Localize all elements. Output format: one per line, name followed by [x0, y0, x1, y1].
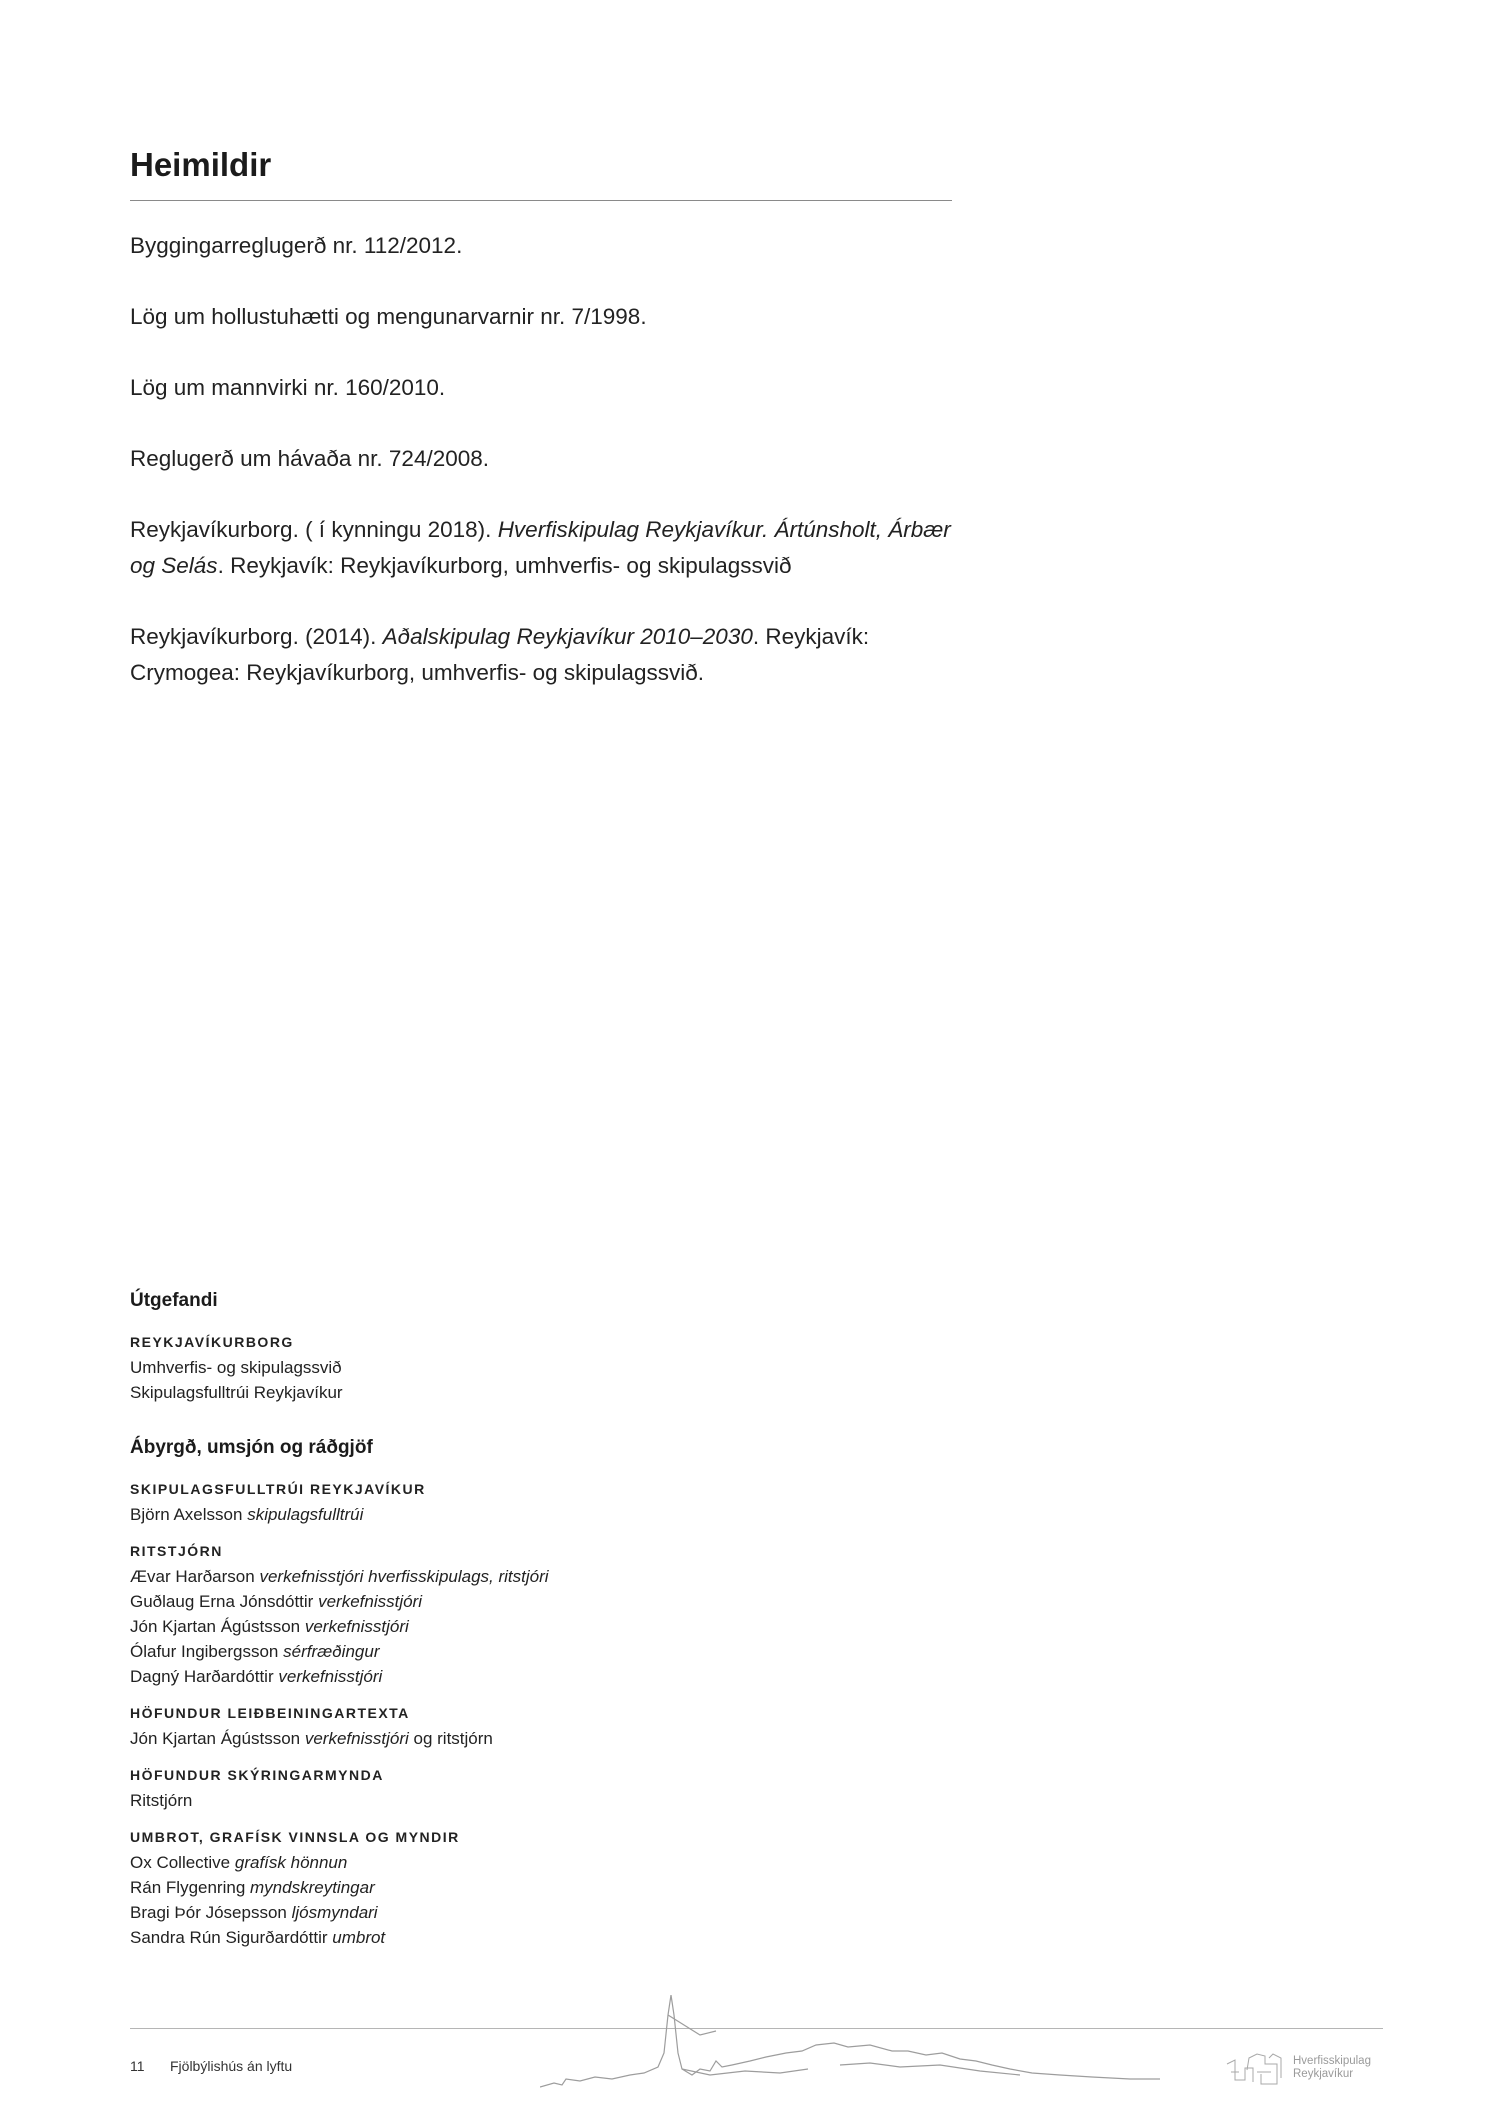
reference-text: Lög um mannvirki nr. 160/2010. [130, 375, 446, 400]
credit-line [130, 1664, 830, 1689]
credit-role: verkefnisstjóri hverfisskipulags, ritstjóri [259, 1567, 549, 1586]
title-divider [130, 200, 952, 201]
credit-role: verkefnisstjóri [318, 1592, 422, 1611]
reference-text: Reykjavíkurborg. ( í kynningu 2018). [130, 517, 498, 542]
credit-group [130, 1539, 830, 1689]
credit-name: Guðlaug Erna Jónsdóttir [130, 1592, 314, 1611]
page-number: 11 [130, 2058, 145, 2074]
credit-role: verkefnisstjóri [278, 1667, 383, 1686]
publisher-line: Umhverfis- og skipulagssvið [130, 1358, 342, 1377]
credit-name: Sandra Rún Sigurðardóttir [130, 1928, 328, 1947]
responsibility-heading: Ábyrgð, umsjón og ráðgjöf [130, 1437, 373, 1458]
credit-group [130, 1763, 830, 1813]
credit-name: Rán Flygenring [130, 1878, 246, 1897]
colophon [130, 1290, 830, 1982]
reference-text: Reglugerð um hávaða nr. 724/2008. [130, 446, 490, 471]
credit-group-title: HÖFUNDUR SKÝRINGARMYNDA [130, 1767, 384, 1783]
reference-text: Lög um hollustuhætti og mengunarvarnir nr. 7/1998. [130, 304, 647, 329]
credit-group-title: RITSTJÓRN [130, 1543, 223, 1559]
reference-text: . Reykjavík: Crymogea: Reykjavíkurborg, umhverfis- og skipulagssvið. [130, 624, 870, 685]
credit-name: Dagný Harðardóttir [130, 1667, 274, 1686]
credit-group [130, 1701, 830, 1751]
credit-line [130, 1925, 830, 1950]
credit-suffix: og ritstjórn [413, 1729, 493, 1748]
brand-line-2: Reykjavíkur [1293, 2068, 1354, 2080]
credit-name: Jón Kjartan Ágústsson [130, 1617, 301, 1636]
reference-text: Reykjavíkurborg. (2014). [130, 624, 383, 649]
credit-line [130, 1639, 830, 1664]
credit-name: Ævar Harðarson [130, 1567, 255, 1586]
credit-group [130, 1477, 830, 1527]
responsibility-section [130, 1437, 830, 1950]
reference-item [130, 228, 970, 264]
publisher-name: REYKJAVÍKURBORG [130, 1334, 294, 1350]
reference-item [130, 299, 970, 335]
credit-name: Bragi Þór Jósepsson [130, 1903, 287, 1922]
reference-item [130, 512, 970, 584]
credit-line [130, 1614, 830, 1639]
credit-group-title: UMBROT, GRAFÍSK VINNSLA OG MYNDIR [130, 1829, 460, 1845]
credit-group [130, 1825, 830, 1950]
reference-title: Hverfiskipulag Reykjavíkur. Ártúnsholt, Árbær og Selás [130, 517, 951, 578]
credit-role: umbrot [332, 1928, 386, 1947]
reference-text: . Reykjavík: Reykjavíkurborg, umhverfis- og skipulagssvið [217, 553, 792, 578]
credit-role: sérfræðingur [283, 1642, 380, 1661]
credit-role: grafísk hönnun [234, 1853, 348, 1872]
credit-line [130, 1788, 830, 1813]
reference-list [130, 228, 970, 726]
credit-line [130, 1726, 830, 1751]
reference-item [130, 441, 970, 477]
brand-line-1: Hverfisskipulag [1293, 2055, 1371, 2067]
brand-logo [1225, 2050, 1385, 2090]
credit-name: Ox Collective [130, 1853, 231, 1872]
credit-line [130, 1564, 830, 1589]
reference-item [130, 370, 970, 406]
publisher-line: Skipulagsfulltrúi Reykjavíkur [130, 1383, 343, 1402]
credit-role: skipulagsfulltrúi [247, 1505, 364, 1524]
reference-title: Aðalskipulag Reykjavíkur 2010–2030 [382, 624, 753, 649]
credit-role: ljósmyndari [291, 1903, 378, 1922]
credit-role: verkefnisstjóri [304, 1617, 409, 1636]
credit-line [130, 1589, 830, 1614]
credit-line [130, 1875, 830, 1900]
credit-group-title: SKIPULAGSFULLTRÚI REYKJAVÍKUR [130, 1481, 426, 1497]
reykjavik-skyline-icon [540, 1995, 1160, 2095]
publisher-heading: Útgefandi [130, 1290, 218, 1311]
credit-name: Jón Kjartan Ágústsson [130, 1729, 301, 1748]
credit-groups [130, 1477, 830, 1950]
credit-name: Ritstjórn [130, 1791, 193, 1810]
credit-group-title: HÖFUNDUR LEIÐBEININGARTEXTA [130, 1705, 410, 1721]
publisher-section [130, 1290, 830, 1405]
document-title: Fjölbýlishús án lyftu [170, 2058, 293, 2074]
credit-name: Björn Axelsson [130, 1505, 243, 1524]
credit-line [130, 1850, 830, 1875]
page-title: Heimildir [130, 146, 272, 183]
hverfisskipulag-logo-icon [1225, 2050, 1287, 2086]
credit-role: myndskreytingar [250, 1878, 375, 1897]
credit-line [130, 1900, 830, 1925]
reference-item [130, 619, 970, 691]
credit-role: verkefnisstjóri [304, 1729, 409, 1748]
credit-name: Ólafur Ingibergsson [130, 1642, 279, 1661]
credit-line [130, 1502, 830, 1527]
reference-text: Byggingarreglugerð nr. 112/2012. [130, 233, 463, 258]
